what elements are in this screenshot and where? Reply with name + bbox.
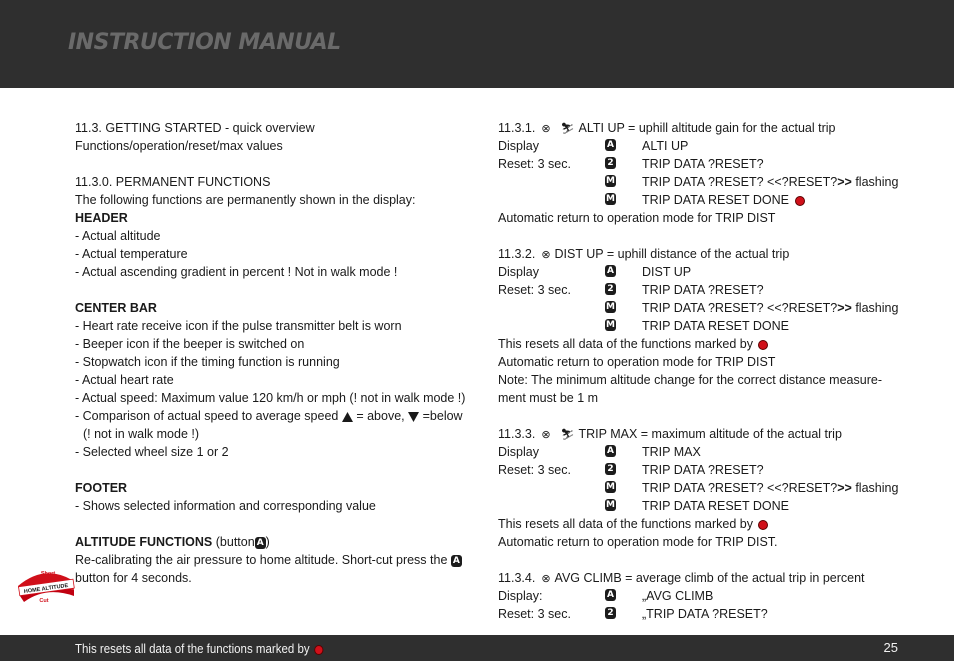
- header-title: INSTRUCTION MANUAL: [68, 30, 341, 55]
- table-row: M TRIP DATA ?RESET? <<?RESET?>> flashing: [606, 301, 899, 315]
- above-label: = above,: [356, 409, 405, 423]
- left-column: [75, 119, 485, 587]
- table-row: M TRIP DATA RESET DONE: [606, 319, 790, 333]
- table-row: M TRIP DATA RESET DONE: [606, 499, 790, 513]
- speed-comparison-text: - Comparison of actual speed to average speed: [75, 409, 339, 423]
- two-key-icon: 2: [605, 607, 616, 619]
- triangle-up-icon: [342, 412, 353, 422]
- page-number: 25: [883, 640, 898, 655]
- list-item: - Shows selected information and corresponding value: [75, 499, 376, 513]
- m-key-icon: M: [606, 176, 615, 186]
- auto-return-text: Automatic return to operation mode for TRIP DIST: [498, 211, 776, 225]
- table-row: Reset: 3 sec. 2 TRIP DATA ?RESET?: [498, 157, 764, 171]
- table-row: M TRIP DATA RESET DONE: [498, 191, 918, 209]
- shortcut-badge: [14, 566, 78, 604]
- hiker-icon: ⛷: [560, 123, 575, 135]
- table-row: Reset: 3 sec. 2 „TRIP DATA ?RESET?: [498, 607, 768, 621]
- list-item: - Actual speed: Maximum value 120 km/h or mph (! not in walk mode !): [75, 391, 466, 405]
- list-item: [75, 407, 485, 425]
- note-text: Note: The minimum altitude change for the correct distance measure-: [498, 373, 882, 387]
- section-heading: 11.3.2. ⊗ DIST UP = uphill distance of the actual trip: [498, 247, 790, 261]
- resets-text: This resets all data of the functions marked by: [498, 335, 918, 353]
- shortcut-middle-text: HOME ALTITUDE: [23, 582, 69, 596]
- crosshair-icon: ⊗: [541, 429, 551, 441]
- list-item: - Actual ascending gradient in percent ! Not in walk mode !: [75, 265, 398, 279]
- list-item: - Stopwatch icon if the timing function is running: [75, 355, 340, 369]
- list-item: - Heart rate receive icon if the pulse transmitter belt is worn: [75, 319, 402, 333]
- shortcut-top-text: Short: [40, 571, 56, 577]
- list-item: - Actual temperature: [75, 247, 188, 261]
- resets-text: This resets all data of the functions marked by: [498, 515, 918, 533]
- two-key-icon: 2: [605, 157, 616, 169]
- right-column: [498, 119, 918, 623]
- list-item: - Actual altitude: [75, 229, 161, 243]
- m-key-icon: M: [606, 500, 615, 510]
- m-key-icon: M: [606, 320, 615, 330]
- permanent-functions-intro: The following functions are permanently shown in the display:: [75, 193, 416, 207]
- page-footer: [0, 635, 954, 661]
- table-row: Display A ALTI UP: [498, 139, 689, 153]
- crosshair-icon: ⊗: [541, 249, 551, 261]
- auto-return-text: Automatic return to operation mode for TRIP DIST.: [498, 535, 778, 549]
- table-row: Display A DIST UP: [498, 265, 692, 279]
- two-key-icon: 2: [605, 463, 616, 475]
- permanent-functions-title: 11.3.0. PERMANENT FUNCTIONS: [75, 175, 271, 189]
- triangle-down-icon: [408, 412, 419, 422]
- red-dot-icon: [758, 340, 768, 350]
- center-bar-heading: CENTER BAR: [75, 301, 157, 315]
- crosshair-icon: ⊗: [541, 123, 551, 135]
- note-text: ment must be 1 m: [498, 391, 599, 405]
- section-heading: 11.3.1. ⊗ ⛷ ALTI UP = uphill altitude gain for the actual trip: [498, 121, 836, 135]
- header-heading: HEADER: [75, 211, 128, 225]
- page-header: [0, 0, 954, 88]
- two-key-icon: 2: [605, 283, 616, 295]
- a-key-icon: A: [605, 265, 616, 277]
- list-item: - Selected wheel size 1 or 2: [75, 445, 229, 459]
- table-row: Reset: 3 sec. 2 TRIP DATA ?RESET?: [498, 283, 764, 297]
- list-item: - Beeper icon if the beeper is switched on: [75, 337, 305, 351]
- shortcut-bottom-text: Cut: [39, 598, 49, 604]
- table-row: M TRIP DATA ?RESET? <<?RESET?>> flashing: [606, 481, 899, 495]
- table-row: Display A TRIP MAX: [498, 445, 701, 459]
- below-label: =below: [422, 409, 463, 423]
- list-item: - Actual heart rate: [75, 373, 174, 387]
- altitude-functions-heading: ALTITUDE FUNCTIONS (button A ): [75, 535, 270, 549]
- a-key-icon: A: [605, 445, 616, 457]
- table-row: M TRIP DATA ?RESET? <<?RESET?>> flashing: [606, 175, 899, 189]
- footer-heading: FOOTER: [75, 481, 128, 495]
- section-heading: 11.3.4. ⊗ AVG CLIMB = average climb of the actual trip in percent: [498, 571, 865, 585]
- table-row: Display: A „AVG CLIMB: [498, 589, 714, 603]
- list-item: (! not in walk mode !): [83, 427, 200, 441]
- a-key-icon: A: [255, 537, 266, 549]
- section-heading: 11.3.3. ⊗ ⛷ TRIP MAX = maximum altitude of the actual trip: [498, 427, 842, 441]
- a-key-icon: A: [451, 555, 462, 567]
- m-key-icon: M: [606, 482, 615, 492]
- red-dot-icon: [758, 520, 768, 530]
- section-subtitle: Functions/operation/reset/max values: [75, 139, 283, 153]
- altitude-text: button for 4 seconds.: [75, 571, 192, 585]
- auto-return-text: Automatic return to operation mode for TRIP DIST: [498, 355, 776, 369]
- a-key-icon: A: [605, 589, 616, 601]
- a-key-icon: A: [605, 139, 616, 151]
- m-key-icon: M: [606, 302, 615, 312]
- crosshair-icon: ⊗: [541, 573, 551, 585]
- m-key-icon: M: [606, 194, 615, 204]
- footer-text: This resets all data of the functions marked by: [75, 642, 324, 656]
- section-title: 11.3. GETTING STARTED - quick overview: [75, 121, 315, 135]
- table-row: Reset: 3 sec. 2 TRIP DATA ?RESET?: [498, 463, 764, 477]
- red-dot-icon: [315, 645, 324, 655]
- hiker-icon: ⛷: [560, 429, 575, 441]
- altitude-text: Re-calibrating the air pressure to home altitude. Short-cut press the A: [75, 551, 485, 569]
- red-dot-icon: [795, 196, 805, 206]
